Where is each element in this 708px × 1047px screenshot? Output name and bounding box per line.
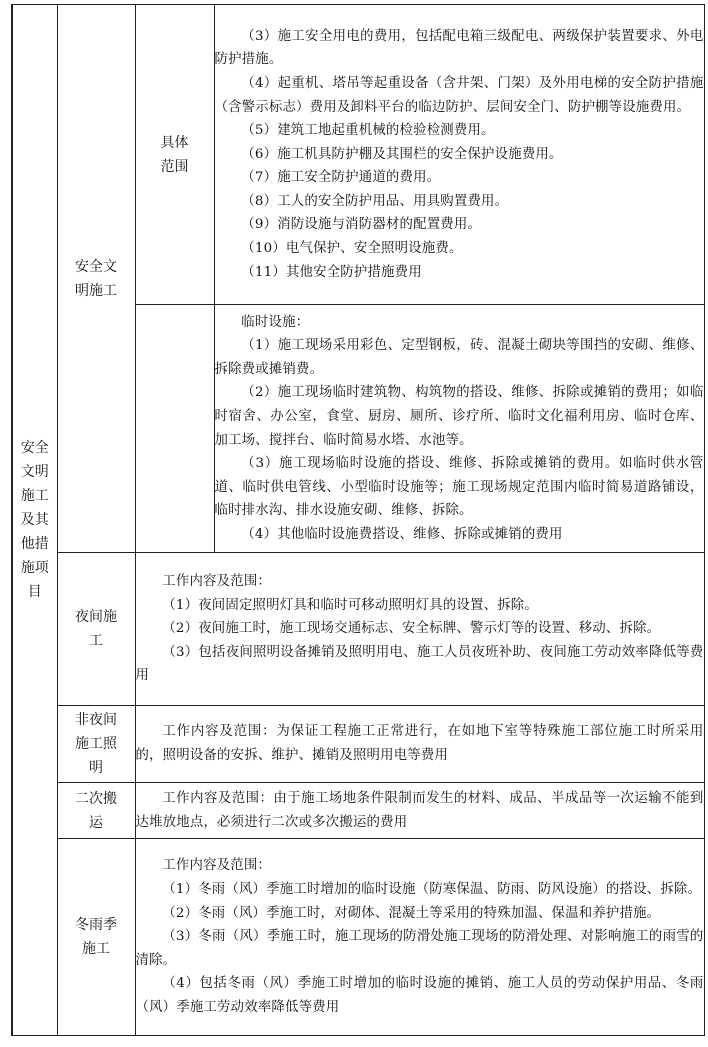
list-item: （3）施工安全用电的费用，包括配电箱三级配电、两级保护装置要求、外电防护措施。 — [214, 28, 704, 68]
list-item: （3）施工现场临时设施的搭设、维修、拆除或摊销的费用。如临时供水管道、临时供电管线、小型临时设施等；施工现场规定范围内临时简易道路铺设，临时排水沟、排水设施安砌、维修、拆除。 — [214, 456, 704, 519]
list-item: （11）其他安全防护措施费用 — [241, 264, 422, 280]
list-item: （6）施工机具防护棚及其围栏的安全保护设施费用。 — [241, 146, 563, 162]
list-item: （1）施工现场采用彩色、定型钢板，砖、混凝土砌块等围挡的安砌、维修、拆除费或摊销费。 — [214, 338, 704, 377]
list-item: （1）冬雨（风）季施工时增加的临时设施（防寒保温、防雨、防风设施）的搭设、拆除。 — [162, 882, 702, 898]
list-item: （3）包括夜间照明设备摊销及照明用电、施工人员夜班补助、夜间施工劳动效率降低等费用 — [135, 644, 704, 684]
table-row — [12, 553, 704, 706]
secondary-category-label: 二次搬运 — [74, 790, 117, 831]
non-night-category-cell — [57, 706, 135, 783]
night-content — [135, 553, 704, 706]
list-item: （9）消防设施与消防器材的配置费用。 — [241, 217, 482, 233]
list-item: 工作内容及范围： — [162, 858, 272, 874]
scope-label-cell — [135, 5, 214, 305]
main-category-cell — [12, 5, 57, 1036]
safety-category-cell — [57, 5, 135, 553]
list-item: （7）施工安全防护通道的费用。 — [241, 170, 441, 186]
table-row — [12, 839, 704, 1036]
night-category-cell — [57, 553, 135, 706]
safety-category-label: 安全文明施工 — [74, 258, 117, 299]
list-item: （8）工人的安全防护用品、用具购置费用。 — [241, 193, 509, 209]
non-night-category-label: 非夜间施工照明 — [74, 712, 117, 776]
scope-label-cell-empty — [135, 305, 214, 553]
list-item: 工作内容及范围：由于施工场地条件限制而发生的材料、成品、半成品等一次运输不能到达堆放地点，必须进行二次或多次搬运的费用 — [135, 790, 704, 830]
list-item: （5）建筑工地起重机械的检验检测费用。 — [241, 123, 495, 139]
list-item: （3）冬雨（风）季施工时，施工现场的防滑处施工现场的防滑处理、对影响施工的雨雪的清除。 — [135, 929, 704, 968]
list-item: （2）施工现场临时建筑物、构筑物的搭设、维修、拆除或摊销的费用；如临时宿舍、办公室，食堂、厨房、厕所、诊疗所、临时文化福利用房、临时仓库、加工场、搅拌台、临时简易水塔、水池等。 — [214, 385, 704, 448]
winter-category-cell — [57, 839, 135, 1036]
table-row — [12, 5, 704, 305]
safety-scope-content — [214, 5, 704, 305]
cost-scope-table — [11, 4, 705, 1036]
secondary-content — [135, 783, 704, 839]
secondary-category-cell — [57, 783, 135, 839]
non-night-content — [135, 706, 704, 783]
list-item: （4）起重机、塔吊等起重设备（含井架、门架）及外用电梯的安全防护措施（含警示标志）费用及卸料平台的临边防护、层间安全门、防护棚等设施费用。 — [214, 75, 704, 115]
main-category-label: 安全文明施工及其他措施项目 — [20, 440, 49, 600]
list-item: （4）包括冬雨（风）季施工时增加的临时设施的摊销、施工人员的劳动保护用品、冬雨（风）季施工劳动效率降低等费用 — [135, 976, 704, 1015]
list-item: （2）冬雨（风）季施工时，对砌体、混凝土等采用的特殊加温、保温和养护措施。 — [162, 905, 661, 921]
scope-label: 具体范围 — [160, 134, 189, 175]
list-item: （1）夜间固定照明灯具和临时可移动照明灯具的设置、拆除。 — [162, 597, 538, 613]
table-row — [12, 783, 704, 839]
list-item: 工作内容及范围： — [162, 574, 272, 590]
list-item: （4）其他临时设施费搭设、维修、拆除或摊销的费用 — [241, 526, 563, 542]
list-item: 工作内容及范围：为保证工程施工正常进行，在如地下室等特殊施工部位施工时所采用的，照明设备的安拆、维护、摊销及照明用电等费用 — [135, 724, 704, 763]
temporary-facilities-content — [214, 305, 704, 553]
table-row — [12, 706, 704, 783]
list-item: （2）夜间施工时，施工现场交通标志、安全标牌、警示灯等的设置、移动、拆除。 — [162, 621, 661, 637]
winter-content — [135, 839, 704, 1036]
list-item: （10）电气保护、安全照明设施费。 — [241, 241, 463, 257]
list-item: 临时设施： — [241, 314, 310, 330]
night-category-label: 夜间施工 — [74, 609, 117, 649]
winter-category-label: 冬雨季施工 — [74, 917, 117, 957]
